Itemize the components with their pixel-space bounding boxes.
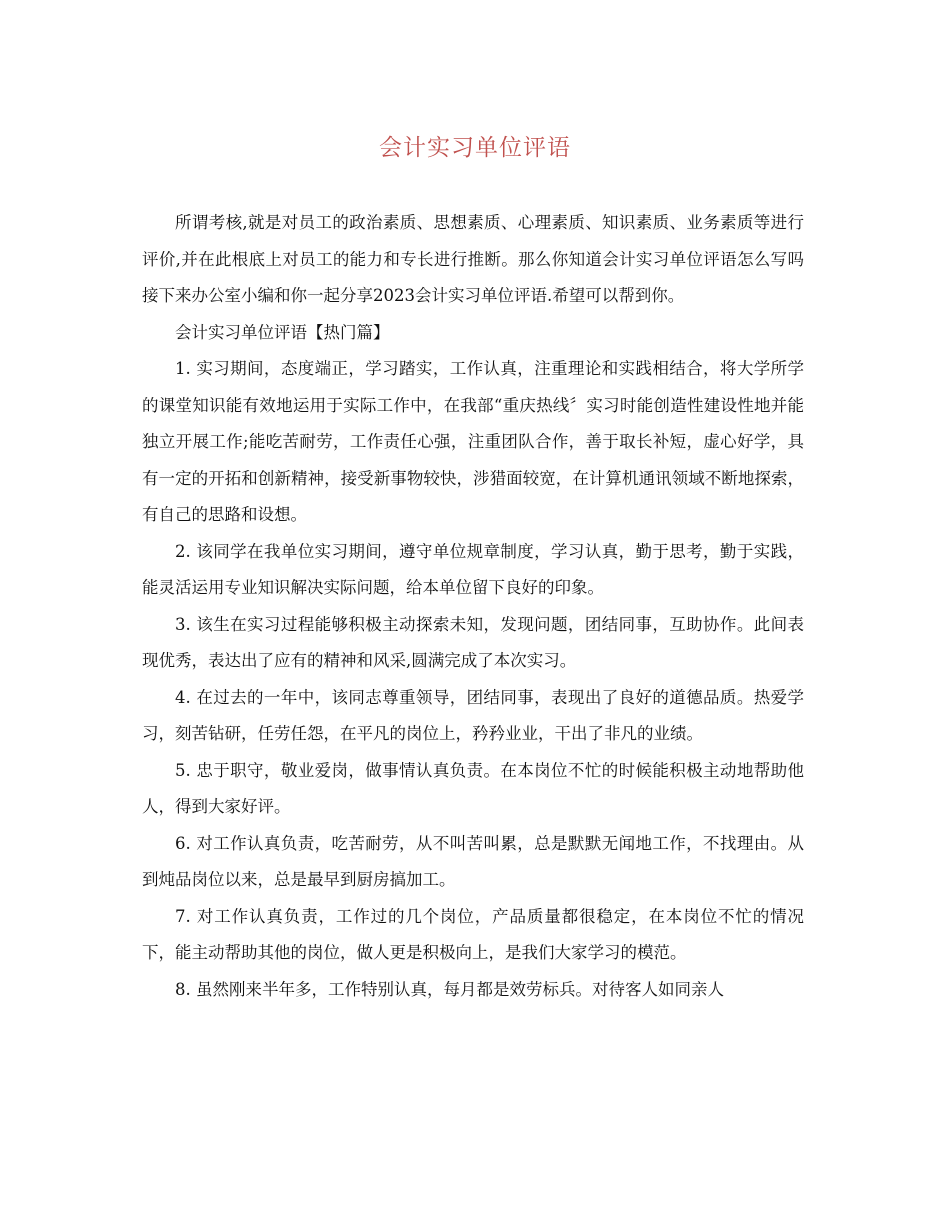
comment-item-3: 3. 该生在实习过程能够积极主动探索未知，发现问题，团结同事，互助协作。此间表现优秀，表达出了应有的精神和风采,圆满完成了本次实习。 xyxy=(142,614,804,670)
comment-item-6: 6. 对工作认真负责，吃苦耐劳，从不叫苦叫累，总是默默无闻地工作，不找理由。从到炖品岗位以来，总是最早到厨房搞加工。 xyxy=(142,833,804,889)
comment-item-8: 8. 虽然刚来半年多，工作特别认真，每月都是效劳标兵。对待客人如同亲人 xyxy=(175,979,724,999)
comment-item-5: 5. 忠于职守，敬业爱岗，做事情认真负责。在本岗位不忙的时候能积极主动地帮助他人，得到大家好评。 xyxy=(142,760,804,816)
comment-item-1: 1. 实习期间，态度端正，学习踏实，工作认真，注重理论和实践相结合，将大学所学的课堂知识能有效地运用于实际工作中，在我部“重庆热线〞实习时能创造性建设性地并能独立开展工作;能吃苦耐劳，工作责任心强，注重团队合作，善于取长补短，虚心好学，具有一定的开拓和创新精神，接受新事物较快，涉猎面较宽，在计算机通讯领域不断地探索，有自己的思路和设想。 xyxy=(142,359,804,524)
comment-item-7: 7. 对工作认真负责，工作过的几个岗位，产品质量都很稳定，在本岗位不忙的情况下，能主动帮助其他的岗位，做人更是积极向上，是我们大家学习的模范。 xyxy=(142,906,804,962)
page-title: 会计实习单位评语 xyxy=(379,135,571,161)
comment-item-4: 4. 在过去的一年中，该同志尊重领导，团结同事，表现出了良好的道德品质。热爱学习，刻苦钻研，任劳任怨，在平凡的岗位上，矜矜业业，干出了非凡的业绩。 xyxy=(142,687,804,743)
intro-paragraph: 所谓考核,就是对员工的政治素质、思想素质、心理素质、知识素质、业务素质等进行评价,并在此根底上对员工的能力和专长进行推断。那么你知道会计实习单位评语怎么写吗接下来办公室小编和你一起分享2023会计实习单位评语.希望可以帮到你。 xyxy=(142,213,804,305)
comment-item-2: 2. 该同学在我单位实习期间，遵守单位规章制度，学习认真，勤于思考，勤于实践，能灵活运用专业知识解决实际问题，给本单位留下良好的印象。 xyxy=(142,541,804,597)
document-body xyxy=(142,205,804,1008)
section-heading: 会计实习单位评语【热门篇】 xyxy=(175,322,390,342)
